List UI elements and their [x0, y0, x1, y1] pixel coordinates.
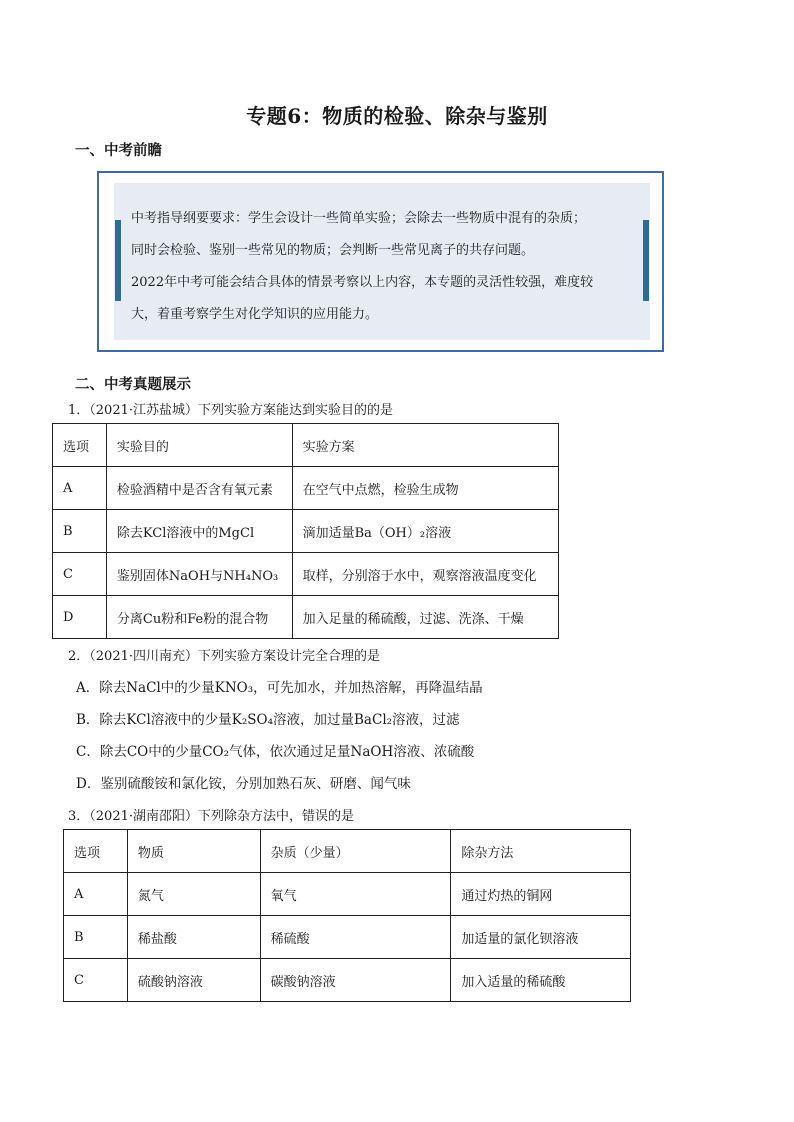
- table-header: 实验方案: [292, 424, 558, 467]
- page-title: 专题6：物质的检验、除杂与鉴别: [246, 104, 548, 128]
- table-cell: 取样，分别溶于水中，观察溶液温度变化: [292, 553, 558, 596]
- table-cell: 在空气中点燃，检验生成物: [292, 467, 558, 510]
- section-heading-preview: 一、中考前瞻: [75, 142, 162, 159]
- table-cell: 加入足量的稀硫酸，过滤、洗涤、干燥: [292, 596, 558, 639]
- question-2-option-d: D．鉴别硫酸铵和氯化铵，分别加熟石灰、研磨、闻气味: [76, 776, 411, 792]
- table-header: 杂质（少量）: [260, 830, 451, 873]
- table-cell: 分离Cu粉和Fe粉的混合物: [106, 596, 292, 639]
- table-cell: C: [64, 959, 128, 1002]
- question-2-option-b: B．除去KCl溶液中的少量K₂SO₄溶液，加过量BaCl₂溶液，过滤: [76, 712, 460, 728]
- table-cell: 氧气: [260, 873, 451, 916]
- table-cell: 硫酸钠溶液: [127, 959, 260, 1002]
- question-3-stem: 3．（2021·湖南邵阳）下列除杂方法中，错误的是: [68, 809, 354, 824]
- requirements-line: 中考指导纲要要求：学生会设计一些简单实验；会除去一些物质中混有的杂质；: [131, 211, 587, 226]
- requirements-line: 同时会检验、鉴别一些常见的物质；会判断一些常见离子的共存问题。: [131, 243, 535, 258]
- table-cell: 稀盐酸: [127, 916, 260, 959]
- table-cell: A: [53, 467, 107, 510]
- right-accent-bar: [643, 220, 649, 301]
- table-header: 实验目的: [106, 424, 292, 467]
- left-accent-bar: [115, 220, 121, 301]
- table-cell: D: [53, 596, 107, 639]
- table-cell: A: [64, 873, 128, 916]
- table-cell: 氮气: [127, 873, 260, 916]
- table-cell: 鉴别固体NaOH与NH₄NO₃: [106, 553, 292, 596]
- table-cell: 加入适量的稀硫酸: [451, 959, 631, 1002]
- requirements-line: 2022年中考可能会结合具体的情景考察以上内容，本专题的灵活性较强，难度较: [131, 275, 594, 290]
- table-cell: B: [53, 510, 107, 553]
- table-cell: 通过灼热的铜网: [451, 873, 631, 916]
- table-cell: B: [64, 916, 128, 959]
- question-3-table: [63, 829, 631, 1002]
- table-cell: 滴加适量Ba（OH）₂溶液: [292, 510, 558, 553]
- table-cell: C: [53, 553, 107, 596]
- question-2-option-c: C．除去CO中的少量CO₂气体，依次通过足量NaOH溶液、浓硫酸: [76, 744, 475, 760]
- table-cell: 加适量的氯化钡溶液: [451, 916, 631, 959]
- table-cell: 检验酒精中是否含有氧元素: [106, 467, 292, 510]
- table-header: 除杂方法: [451, 830, 631, 873]
- question-1-table: [52, 423, 559, 639]
- question-2-stem: 2．（2021·四川南充）下列实验方案设计完全合理的是: [68, 649, 380, 664]
- table-header: 物质: [127, 830, 260, 873]
- requirements-text: [131, 203, 631, 331]
- requirements-line: 大，着重考察学生对化学知识的应用能力。: [131, 307, 379, 322]
- question-2-option-a: A．除去NaCl中的少量KNO₃，可先加水，并加热溶解，再降温结晶: [76, 680, 483, 696]
- table-header: 选项: [64, 830, 128, 873]
- section-heading-exams: 二、中考真题展示: [75, 376, 191, 393]
- question-1-stem: 1．（2021·江苏盐城）下列实验方案能达到实验目的的是: [68, 403, 393, 418]
- table-cell: 稀硫酸: [260, 916, 451, 959]
- table-cell: 碳酸钠溶液: [260, 959, 451, 1002]
- table-header: 选项: [53, 424, 107, 467]
- table-cell: 除去KCl溶液中的MgCl: [106, 510, 292, 553]
